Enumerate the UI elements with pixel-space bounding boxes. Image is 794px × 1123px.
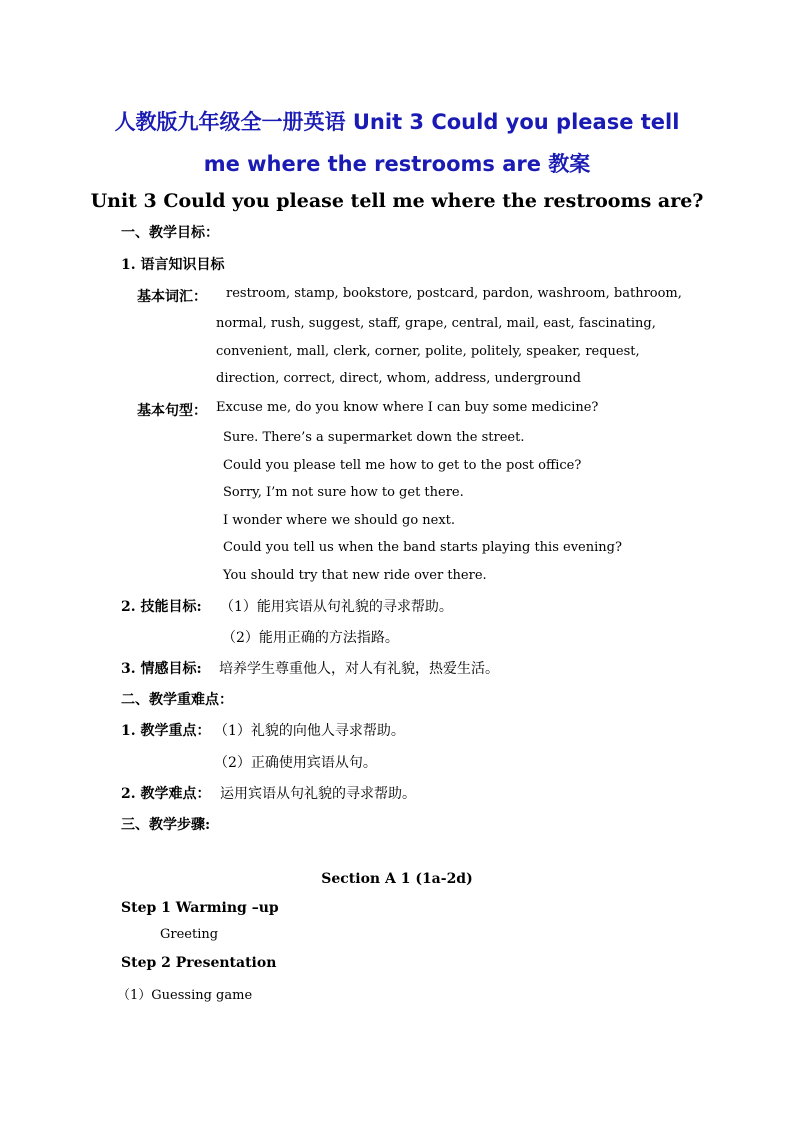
document-title-line-2: me where the restrooms are 教案 (203, 152, 591, 176)
vocab-line-3: convenient, mall, clerk, corner, polite, politely, speaker, request, (216, 344, 640, 359)
sentence-7: You should try that new ride over there. (223, 568, 487, 583)
vocab-line-1: restroom, stamp, bookstore, postcard, pardon, washroom, bathroom, (226, 286, 682, 301)
section-heading-objectives: 一、教学目标： (121, 225, 219, 241)
document-title-line-1: 人教版九年级全一册英语 Unit 3 Could you please tell (114, 110, 680, 134)
skill-goal-label: 2. 技能目标: (121, 599, 202, 615)
step-1-body: Greeting (160, 927, 219, 942)
difficulty-point: 运用宾语从句礼貌的寻求帮助。 (220, 786, 416, 802)
sentence-label: 基本句型： (137, 403, 207, 419)
skill-goal-1: （1）能用宾语从句礼貌的寻求帮助。 (220, 599, 453, 615)
key-point-1: （1）礼貌的向他人寻求帮助。 (214, 723, 405, 739)
vocab-label: 基本词汇： (137, 289, 207, 305)
skill-goal-2: （2）能用正确的方法指路。 (222, 630, 399, 646)
vocab-line-4: direction, correct, direct, whom, address, underground (216, 371, 581, 386)
key-point-2: （2）正确使用宾语从句。 (214, 755, 377, 771)
step-1-heading: Step 1 Warming –up (121, 900, 279, 916)
step-2-heading: Step 2 Presentation (121, 955, 277, 971)
sentence-1: Excuse me, do you know where I can buy some medicine? (216, 400, 599, 415)
unit-subtitle: Unit 3 Could you please tell me where the restrooms are? (90, 190, 704, 212)
section-a-heading: Section A 1 (1a-2d) (321, 871, 473, 887)
sentence-6: Could you tell us when the band starts playing this evening? (223, 540, 622, 555)
sentence-5: I wonder where we should go next. (223, 513, 456, 528)
section-heading-steps: 三、教学步骤: (121, 817, 211, 833)
difficulty-label: 2. 教学难点： (121, 786, 211, 802)
section-heading-key-points: 二、教学重难点： (121, 692, 233, 708)
key-point-label: 1. 教学重点： (121, 723, 211, 739)
sentence-2: Sure. There’s a supermarket down the street. (223, 430, 525, 445)
subheading-language-knowledge: 1. 语言知识目标 (121, 257, 225, 273)
sentence-3: Could you please tell me how to get to the post office? (223, 458, 582, 473)
step-2-body: （1）Guessing game (117, 988, 253, 1003)
sentence-4: Sorry, I’m not sure how to get there. (223, 485, 464, 500)
emotion-goal: 培养学生尊重他人，对人有礼貌，热爱生活。 (219, 661, 499, 677)
emotion-goal-label: 3. 情感目标: (121, 661, 202, 677)
vocab-line-2: normal, rush, suggest, staff, grape, central, mail, east, fascinating, (216, 316, 656, 331)
